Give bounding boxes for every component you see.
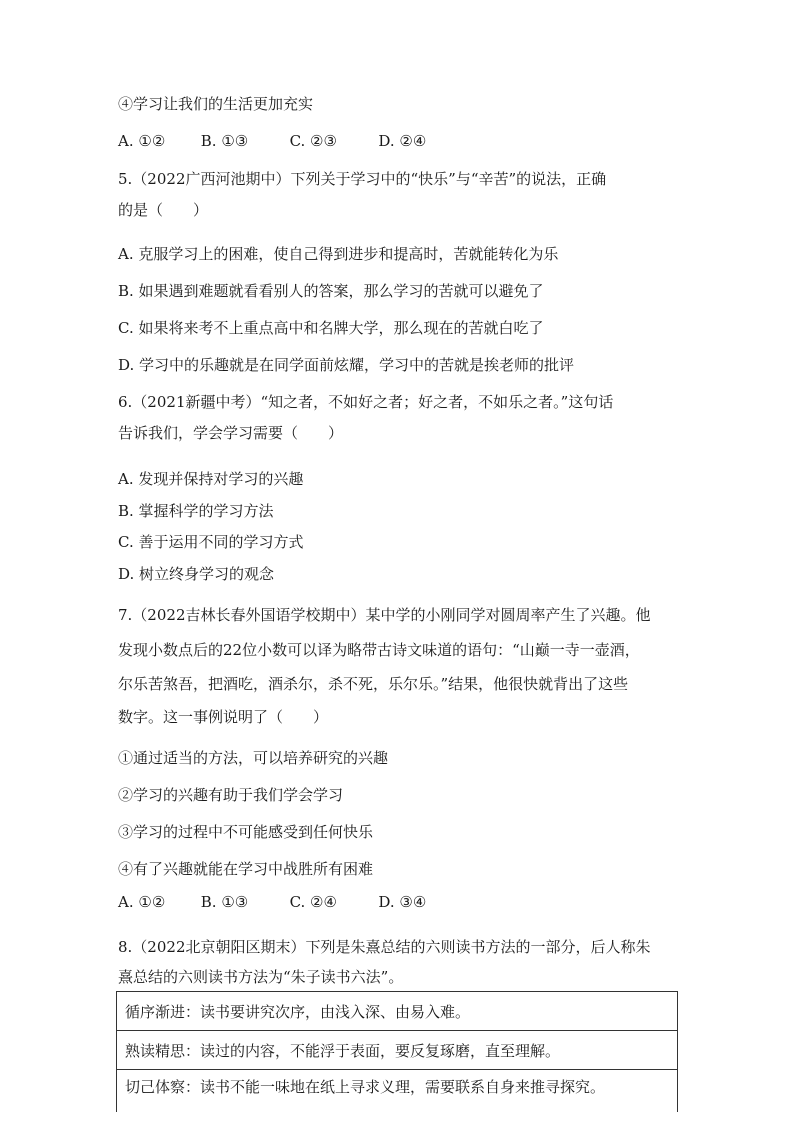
q7-option-c[interactable]: C. ②④ (289, 893, 337, 911)
q5-stem-line2: 的是（ ） (118, 201, 209, 219)
q7-statement-4: ④有了兴趣就能在学习中战胜所有困难 (118, 860, 374, 878)
q8-stem-line1: 8.（2022北京朝阳区期末）下列是朱熹总结的六则读书方法的一部分，后人称朱 (118, 938, 651, 956)
q6-stem-line2: 告诉我们，学会学习需要（ ） (118, 424, 344, 442)
q4-option-a[interactable]: A. ①② (118, 132, 166, 150)
q7-stem-line4: 数字。这一事例说明了（ ） (118, 708, 329, 726)
table-cell: 循序渐进：读书要讲究次序，由浅入深、由易入难。 (117, 992, 678, 1031)
q4-statement-4: ④学习让我们的生活更加充实 (118, 95, 314, 113)
q7-stem-line2: 发现小数点后的22位小数可以译为略带古诗文味道的语句：“山巅一寺一壶酒， (118, 641, 640, 659)
table-row (117, 1070, 678, 1115)
q7-statement-3: ③学习的过程中不可能感受到任何快乐 (118, 823, 374, 841)
page-bottom-edge (0, 1112, 793, 1121)
q5-stem-line1: 5.（2022广西河池期中）下列关于学习中的“快乐”与“辛苦”的说法，正确 (118, 170, 607, 188)
q5-option-d[interactable]: D. 学习中的乐趣就是在同学面前炫耀，学习中的苦就是挨老师的批评 (118, 356, 575, 374)
reading-methods-table (116, 991, 678, 1114)
q6-option-d[interactable]: D. 树立终身学习的观念 (118, 565, 275, 583)
q7-statement-2: ②学习的兴趣有助于我们学会学习 (118, 786, 344, 804)
q6-option-a[interactable]: A. 发现并保持对学习的兴趣 (118, 470, 304, 488)
q7-stem-line1: 7.（2022吉林长春外国语学校期中）某中学的小刚同学对圆周率产生了兴趣。他 (118, 606, 651, 624)
q7-statement-1: ①通过适当的方法，可以培养研究的兴趣 (118, 749, 389, 767)
q7-stem-line3: 尔乐苦煞吾，把酒吃，酒杀尔，杀不死，乐尔乐。”结果，他很快就背出了这些 (118, 675, 629, 693)
q7-option-a[interactable]: A. ①② (118, 893, 166, 911)
q6-option-b[interactable]: B. 掌握科学的学习方法 (118, 502, 274, 520)
q7-option-b[interactable]: B. ①③ (200, 893, 249, 911)
q4-option-c[interactable]: C. ②③ (289, 132, 337, 150)
q4-option-d[interactable]: D. ②④ (378, 132, 427, 150)
table-row (117, 992, 678, 1031)
q4-option-b[interactable]: B. ①③ (200, 132, 249, 150)
table-cell: 熟读精思：读过的内容，不能浮于表面，要反复琢磨，直至理解。 (117, 1031, 678, 1070)
q8-stem-line2: 熹总结的六则读书方法为“朱子读书六法”。 (118, 968, 404, 986)
table-row (117, 1031, 678, 1070)
table-cell: 切己体察：读书不能一味地在纸上寻求义理，需要联系自身来推寻探究。 (117, 1070, 678, 1115)
q6-option-c[interactable]: C. 善于运用不同的学习方式 (118, 533, 304, 551)
q5-option-b[interactable]: B. 如果遇到难题就看看别人的答案，那么学习的苦就可以避免了 (118, 282, 544, 300)
q7-options (118, 892, 426, 912)
q5-option-a[interactable]: A. 克服学习上的困难，使自己得到进步和提高时，苦就能转化为乐 (118, 245, 559, 263)
q6-stem-line1: 6.（2021新疆中考）“知之者，不如好之者；好之者，不如乐之者。”这句话 (118, 393, 614, 411)
q5-option-c[interactable]: C. 如果将来考不上重点高中和名牌大学，那么现在的苦就白吃了 (118, 319, 544, 337)
q4-options (118, 131, 426, 151)
q7-option-d[interactable]: D. ③④ (378, 893, 427, 911)
